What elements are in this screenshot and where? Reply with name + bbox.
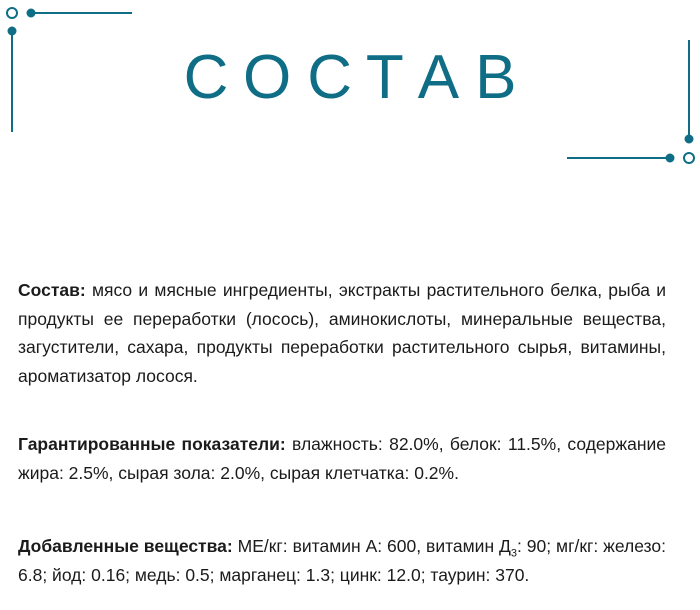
page-title: СОСТАВ	[183, 43, 533, 112]
additives-label: Добавленные вещества:	[18, 536, 233, 556]
additives-section	[18, 532, 666, 589]
additives-subscript: 3	[510, 547, 518, 560]
additives-text-before: МЕ/кг: витамин А: 600, витамин Д	[232, 536, 511, 556]
guaranteed-label: Гарантированные показатели:	[18, 434, 286, 454]
composition-text: мясо и мясные ингредиенты, экстракты растительного белка, рыба и продукты ее переработки (лосось), аминокислоты, минеральные вещества, загустители, сахара, продукты переработки растительного сырья, витамины, ароматизатор лосося.	[18, 280, 666, 386]
guaranteed-text: влажность: 82.0%, белок: 11.5%, содержание жира: 2.5%, сырая зола: 2.0%, сырая клетчатка: 0.2%.	[18, 434, 666, 483]
guaranteed-section	[18, 430, 666, 487]
composition-label: Состав:	[18, 280, 86, 300]
composition-section	[18, 276, 666, 390]
additives-text-after: : 90; мг/кг: железо: 6.8; йод: 0.16; медь: 0.5; марганец: 1.3; цинк: 12.0; таурин: 370.	[18, 536, 666, 585]
